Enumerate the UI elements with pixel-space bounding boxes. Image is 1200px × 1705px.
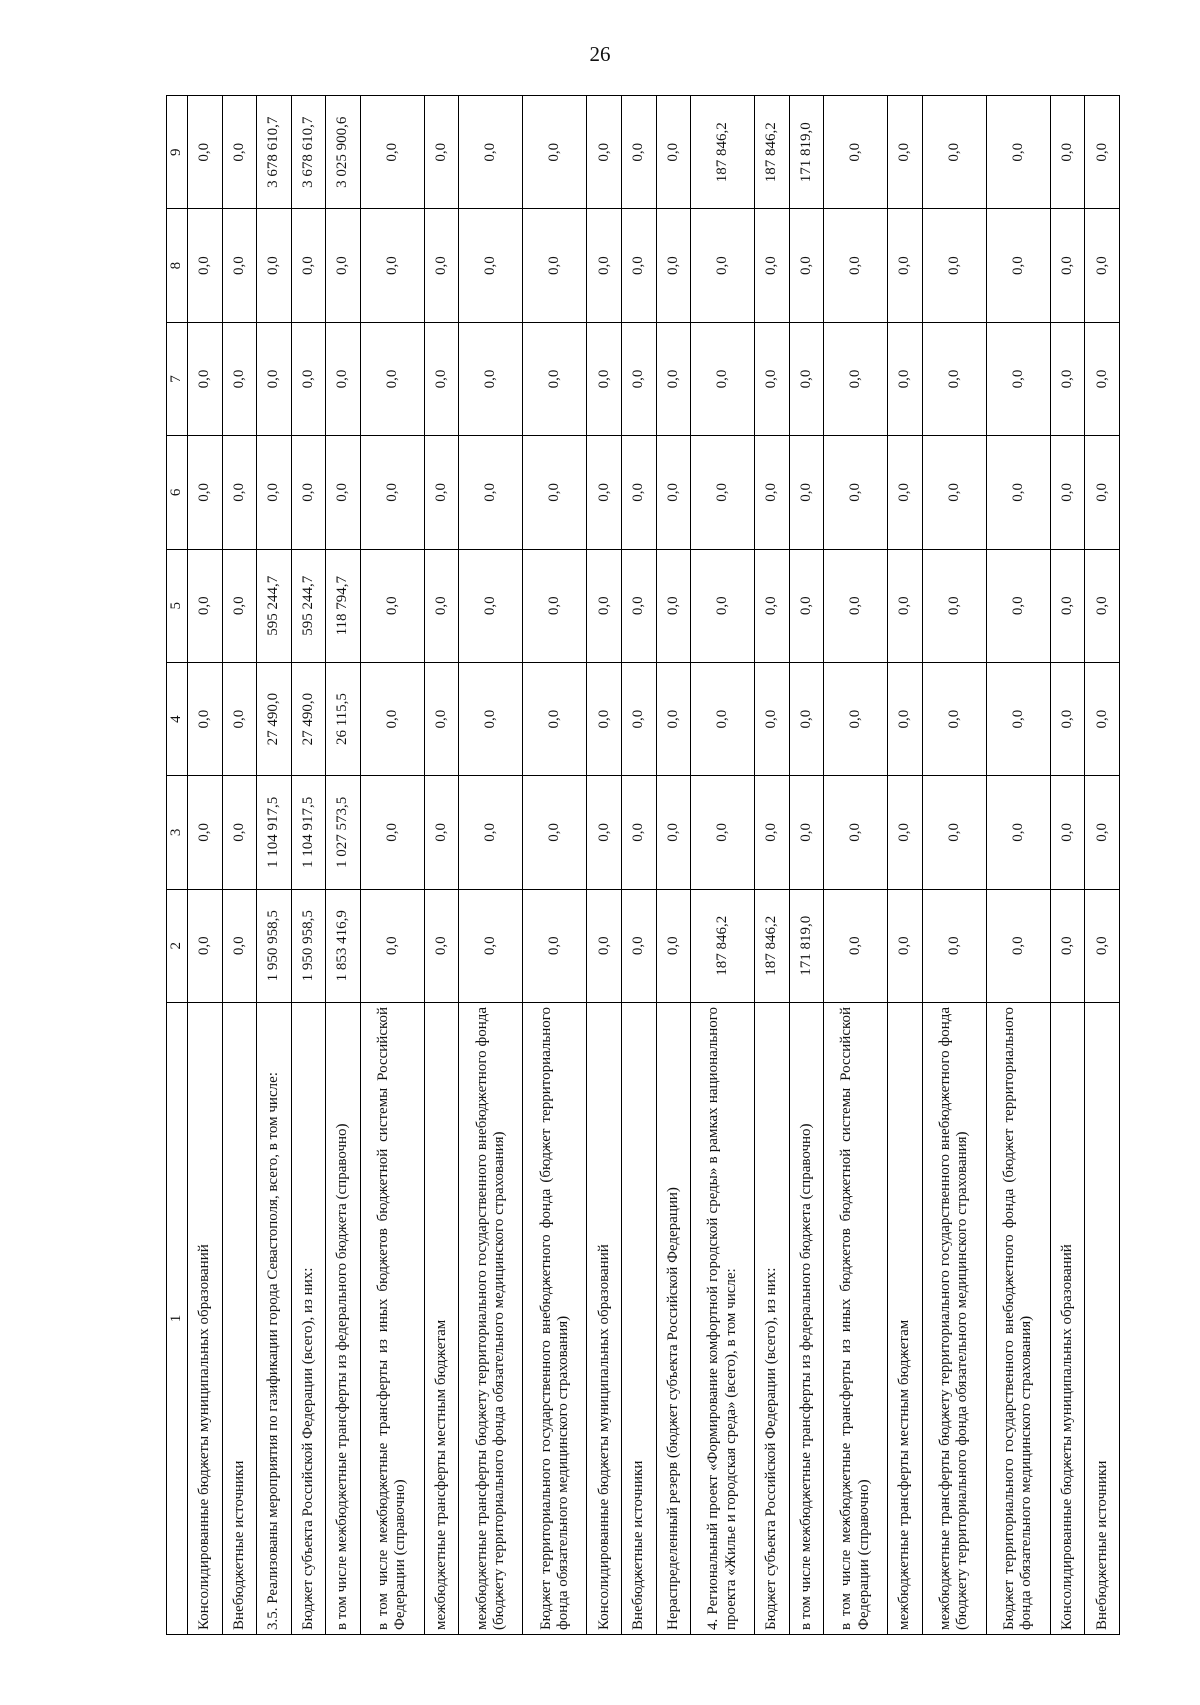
table-row xyxy=(523,96,587,1635)
value-cell: 187 846,2 xyxy=(755,889,790,1002)
value-cell: 0,0 xyxy=(523,96,587,209)
value-cell: 0,0 xyxy=(755,776,790,889)
value-cell: 0,0 xyxy=(621,662,656,775)
value-cell: 0,0 xyxy=(523,549,587,662)
value-cell: 0,0 xyxy=(291,209,326,322)
value-cell: 27 490,0 xyxy=(257,662,292,775)
value-cell: 0,0 xyxy=(587,96,622,209)
row-label: межбюджетные трансферты бюджету территориального государственного внебюджетного фонда (бюджету территориального фонда обязательного медицинского страхования) xyxy=(459,1002,523,1634)
value-cell: 0,0 xyxy=(360,549,424,662)
row-label: Внебюджетные источники xyxy=(1085,1002,1120,1634)
value-cell: 0,0 xyxy=(922,436,986,549)
value-cell: 0,0 xyxy=(1050,549,1085,662)
row-label: межбюджетные трансферты местным бюджетам xyxy=(888,1002,923,1634)
value-cell: 3 678 610,7 xyxy=(257,96,292,209)
value-cell: 0,0 xyxy=(888,209,923,322)
row-label: Бюджет территориального государственного внебюджетного фонда (бюджет территориального фонда обязательного медицинского страхования) xyxy=(523,1002,587,1634)
value-cell: 1 950 958,5 xyxy=(291,889,326,1002)
value-cell: 0,0 xyxy=(922,889,986,1002)
column-header: 3 xyxy=(167,776,188,889)
value-cell: 0,0 xyxy=(424,662,459,775)
value-cell: 0,0 xyxy=(459,889,523,1002)
value-cell: 0,0 xyxy=(424,436,459,549)
value-cell: 0,0 xyxy=(1050,662,1085,775)
table-row xyxy=(922,96,986,1635)
value-cell: 0,0 xyxy=(621,889,656,1002)
value-cell: 0,0 xyxy=(1085,209,1120,322)
page-number: 26 xyxy=(589,42,611,66)
value-cell: 0,0 xyxy=(424,549,459,662)
value-cell: 0,0 xyxy=(824,209,888,322)
value-cell: 0,0 xyxy=(691,776,755,889)
value-cell: 1 104 917,5 xyxy=(291,776,326,889)
value-cell: 0,0 xyxy=(459,322,523,435)
table-region xyxy=(166,95,1200,1630)
value-cell: 0,0 xyxy=(459,776,523,889)
value-cell: 0,0 xyxy=(656,322,691,435)
value-cell: 0,0 xyxy=(888,662,923,775)
value-cell: 0,0 xyxy=(755,209,790,322)
value-cell: 0,0 xyxy=(188,662,223,775)
value-cell: 171 819,0 xyxy=(789,889,824,1002)
value-cell: 0,0 xyxy=(222,662,257,775)
value-cell: 0,0 xyxy=(691,549,755,662)
value-cell: 0,0 xyxy=(888,776,923,889)
value-cell: 0,0 xyxy=(824,322,888,435)
value-cell: 0,0 xyxy=(459,549,523,662)
value-cell: 0,0 xyxy=(922,662,986,775)
table-row xyxy=(888,96,923,1635)
column-header: 5 xyxy=(167,549,188,662)
value-cell: 0,0 xyxy=(587,889,622,1002)
value-cell: 0,0 xyxy=(986,322,1050,435)
row-label: Бюджет субъекта Российской Федерации (всего), из них: xyxy=(755,1002,790,1634)
value-cell: 0,0 xyxy=(922,209,986,322)
value-cell: 0,0 xyxy=(326,436,361,549)
value-cell: 0,0 xyxy=(1050,889,1085,1002)
value-cell: 0,0 xyxy=(188,96,223,209)
value-cell: 0,0 xyxy=(755,662,790,775)
value-cell: 0,0 xyxy=(824,96,888,209)
table-row xyxy=(587,96,622,1635)
row-label: 3.5. Реализованы мероприятия по газификации города Севастополя, всего, в том числе: xyxy=(257,1002,292,1634)
value-cell: 0,0 xyxy=(755,322,790,435)
value-cell: 0,0 xyxy=(888,889,923,1002)
value-cell: 0,0 xyxy=(1050,96,1085,209)
table-row xyxy=(1085,96,1120,1635)
value-cell: 0,0 xyxy=(789,662,824,775)
value-cell: 0,0 xyxy=(922,549,986,662)
row-label: в том числе межбюджетные трансферты из иных бюджетов бюджетной системы Российской Федерации (справочно) xyxy=(360,1002,424,1634)
value-cell: 0,0 xyxy=(188,889,223,1002)
table-row xyxy=(360,96,424,1635)
value-cell: 0,0 xyxy=(459,662,523,775)
column-header: 7 xyxy=(167,322,188,435)
value-cell: 0,0 xyxy=(459,209,523,322)
column-header: 8 xyxy=(167,209,188,322)
value-cell: 0,0 xyxy=(1050,436,1085,549)
value-cell: 0,0 xyxy=(587,776,622,889)
value-cell: 0,0 xyxy=(824,549,888,662)
value-cell: 1 027 573,5 xyxy=(326,776,361,889)
value-cell: 0,0 xyxy=(922,322,986,435)
value-cell: 27 490,0 xyxy=(291,662,326,775)
value-cell: 0,0 xyxy=(691,436,755,549)
value-cell: 0,0 xyxy=(587,209,622,322)
value-cell: 0,0 xyxy=(656,96,691,209)
value-cell: 0,0 xyxy=(789,436,824,549)
row-label: в том числе межбюджетные трансферты из иных бюджетов бюджетной системы Российской Федерации (справочно) xyxy=(824,1002,888,1634)
value-cell: 0,0 xyxy=(360,662,424,775)
row-label: Консолидированные бюджеты муниципальных образований xyxy=(188,1002,223,1634)
value-cell: 0,0 xyxy=(1050,776,1085,889)
table-row xyxy=(222,96,257,1635)
value-cell: 0,0 xyxy=(621,436,656,549)
value-cell: 0,0 xyxy=(587,662,622,775)
value-cell: 187 846,2 xyxy=(755,96,790,209)
column-header: 4 xyxy=(167,662,188,775)
value-cell: 26 115,5 xyxy=(326,662,361,775)
value-cell: 0,0 xyxy=(656,436,691,549)
value-cell: 0,0 xyxy=(1085,662,1120,775)
value-cell: 0,0 xyxy=(291,322,326,435)
value-cell: 0,0 xyxy=(888,322,923,435)
value-cell: 0,0 xyxy=(656,209,691,322)
value-cell: 0,0 xyxy=(424,776,459,889)
value-cell: 0,0 xyxy=(1085,549,1120,662)
value-cell: 0,0 xyxy=(986,549,1050,662)
value-cell: 0,0 xyxy=(523,662,587,775)
value-cell: 0,0 xyxy=(824,436,888,549)
value-cell: 0,0 xyxy=(755,436,790,549)
row-label: Бюджет территориального государственного внебюджетного фонда (бюджет территориального фонда обязательного медицинского страхования) xyxy=(986,1002,1050,1634)
table-row xyxy=(257,96,292,1635)
table-header xyxy=(167,96,188,1635)
value-cell: 0,0 xyxy=(222,209,257,322)
value-cell: 0,0 xyxy=(326,322,361,435)
row-label: 4. Региональный проект «Формирование комфортной городской среды» в рамках национального проекта «Жилье и городская среда» (всего), в том числе: xyxy=(691,1002,755,1634)
table-row xyxy=(326,96,361,1635)
table-row xyxy=(824,96,888,1635)
value-cell: 0,0 xyxy=(986,776,1050,889)
value-cell: 0,0 xyxy=(922,96,986,209)
value-cell: 0,0 xyxy=(1050,209,1085,322)
value-cell: 0,0 xyxy=(523,322,587,435)
value-cell: 0,0 xyxy=(188,322,223,435)
value-cell: 0,0 xyxy=(1050,322,1085,435)
value-cell: 0,0 xyxy=(922,776,986,889)
row-label: Внебюджетные источники xyxy=(222,1002,257,1634)
value-cell: 0,0 xyxy=(424,96,459,209)
value-cell: 595 244,7 xyxy=(291,549,326,662)
value-cell: 0,0 xyxy=(188,209,223,322)
value-cell: 0,0 xyxy=(789,776,824,889)
value-cell: 0,0 xyxy=(257,436,292,549)
value-cell: 0,0 xyxy=(621,209,656,322)
value-cell: 0,0 xyxy=(222,776,257,889)
value-cell: 0,0 xyxy=(188,776,223,889)
value-cell: 0,0 xyxy=(360,96,424,209)
value-cell: 0,0 xyxy=(691,662,755,775)
value-cell: 0,0 xyxy=(986,209,1050,322)
value-cell: 0,0 xyxy=(424,322,459,435)
value-cell: 0,0 xyxy=(587,549,622,662)
rotated-table-container xyxy=(166,95,1120,1635)
value-cell: 0,0 xyxy=(459,96,523,209)
column-header: 2 xyxy=(167,889,188,1002)
value-cell: 0,0 xyxy=(360,322,424,435)
value-cell: 0,0 xyxy=(360,209,424,322)
row-label: межбюджетные трансферты местным бюджетам xyxy=(424,1002,459,1634)
value-cell: 0,0 xyxy=(1085,436,1120,549)
value-cell: 595 244,7 xyxy=(257,549,292,662)
value-cell: 3 025 900,6 xyxy=(326,96,361,209)
value-cell: 0,0 xyxy=(824,776,888,889)
value-cell: 0,0 xyxy=(523,776,587,889)
value-cell: 0,0 xyxy=(523,209,587,322)
value-cell: 0,0 xyxy=(587,436,622,549)
value-cell: 0,0 xyxy=(188,549,223,662)
value-cell: 0,0 xyxy=(1085,322,1120,435)
value-cell: 0,0 xyxy=(621,549,656,662)
table-row xyxy=(621,96,656,1635)
row-label: Бюджет субъекта Российской Федерации (всего), из них: xyxy=(291,1002,326,1634)
table-row xyxy=(789,96,824,1635)
value-cell: 0,0 xyxy=(986,436,1050,549)
column-header: 6 xyxy=(167,436,188,549)
row-label: Консолидированные бюджеты муниципальных образований xyxy=(587,1002,622,1634)
value-cell: 0,0 xyxy=(523,436,587,549)
value-cell: 0,0 xyxy=(1085,776,1120,889)
value-cell: 0,0 xyxy=(789,209,824,322)
table-row xyxy=(188,96,223,1635)
value-cell: 0,0 xyxy=(222,96,257,209)
value-cell: 0,0 xyxy=(621,96,656,209)
value-cell: 3 678 610,7 xyxy=(291,96,326,209)
value-cell: 0,0 xyxy=(656,889,691,1002)
value-cell: 0,0 xyxy=(986,662,1050,775)
value-cell: 0,0 xyxy=(1085,889,1120,1002)
value-cell: 0,0 xyxy=(888,549,923,662)
value-cell: 0,0 xyxy=(656,549,691,662)
table-row xyxy=(291,96,326,1635)
value-cell: 0,0 xyxy=(824,889,888,1002)
value-cell: 0,0 xyxy=(222,889,257,1002)
value-cell: 0,0 xyxy=(691,209,755,322)
value-cell: 0,0 xyxy=(424,889,459,1002)
value-cell: 0,0 xyxy=(824,662,888,775)
value-cell: 0,0 xyxy=(755,549,790,662)
value-cell: 0,0 xyxy=(222,549,257,662)
value-cell: 0,0 xyxy=(986,96,1050,209)
table-row xyxy=(656,96,691,1635)
value-cell: 0,0 xyxy=(587,322,622,435)
value-cell: 0,0 xyxy=(291,436,326,549)
table-row xyxy=(755,96,790,1635)
value-cell: 0,0 xyxy=(1085,96,1120,209)
value-cell: 0,0 xyxy=(257,322,292,435)
value-cell: 0,0 xyxy=(360,776,424,889)
value-cell: 0,0 xyxy=(188,436,223,549)
value-cell: 0,0 xyxy=(888,436,923,549)
value-cell: 0,0 xyxy=(691,322,755,435)
value-cell: 0,0 xyxy=(789,322,824,435)
table-row xyxy=(691,96,755,1635)
row-label: межбюджетные трансферты бюджету территориального государственного внебюджетного фонда (бюджету территориального фонда обязательного медицинского страхования) xyxy=(922,1002,986,1634)
value-cell: 118 794,7 xyxy=(326,549,361,662)
value-cell: 1 853 416,9 xyxy=(326,889,361,1002)
row-label: Внебюджетные источники xyxy=(621,1002,656,1634)
value-cell: 187 846,2 xyxy=(691,96,755,209)
column-header: 9 xyxy=(167,96,188,209)
value-cell: 0,0 xyxy=(360,436,424,549)
table-row xyxy=(459,96,523,1635)
value-cell: 0,0 xyxy=(656,776,691,889)
value-cell: 0,0 xyxy=(222,436,257,549)
column-header: 1 xyxy=(167,1002,188,1634)
table-row xyxy=(1050,96,1085,1635)
value-cell: 0,0 xyxy=(424,209,459,322)
budget-table xyxy=(166,95,1120,1635)
value-cell: 0,0 xyxy=(986,889,1050,1002)
table-row xyxy=(424,96,459,1635)
value-cell: 0,0 xyxy=(257,209,292,322)
value-cell: 171 819,0 xyxy=(789,96,824,209)
value-cell: 0,0 xyxy=(222,322,257,435)
row-label: в том числе межбюджетные трансферты из федерального бюджета (справочно) xyxy=(326,1002,361,1634)
row-label: Нераспределенный резерв (бюджет субъекта Российской Федерации) xyxy=(656,1002,691,1634)
value-cell: 0,0 xyxy=(360,889,424,1002)
value-cell: 187 846,2 xyxy=(691,889,755,1002)
header-row xyxy=(167,96,188,1635)
row-label: Консолидированные бюджеты муниципальных образований xyxy=(1050,1002,1085,1634)
value-cell: 0,0 xyxy=(621,322,656,435)
value-cell: 0,0 xyxy=(789,549,824,662)
value-cell: 1 104 917,5 xyxy=(257,776,292,889)
table-body xyxy=(188,96,1120,1635)
table-row xyxy=(986,96,1050,1635)
value-cell: 1 950 958,5 xyxy=(257,889,292,1002)
value-cell: 0,0 xyxy=(656,662,691,775)
value-cell: 0,0 xyxy=(459,436,523,549)
value-cell: 0,0 xyxy=(523,889,587,1002)
row-label: в том числе межбюджетные трансферты из федерального бюджета (справочно) xyxy=(789,1002,824,1634)
value-cell: 0,0 xyxy=(621,776,656,889)
value-cell: 0,0 xyxy=(326,209,361,322)
value-cell: 0,0 xyxy=(888,96,923,209)
